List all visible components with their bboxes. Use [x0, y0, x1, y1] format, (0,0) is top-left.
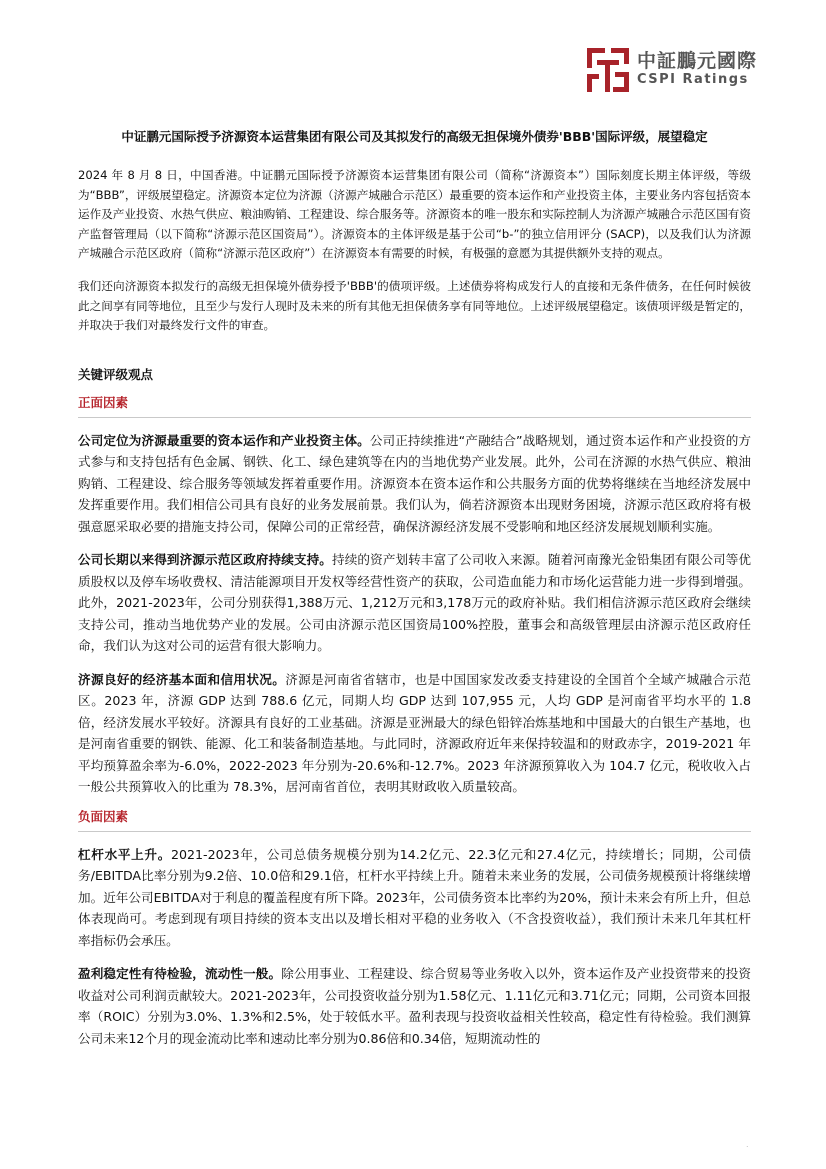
logo-text-english: CSPI Ratings	[637, 72, 749, 87]
intro-paragraph: 我们还向济源资本拟发行的高级无担保境外债券授予'BBB'的债项评级。上述债券将构成发行人的直接和无条件债务，在任何时候彼此之间享有同等地位，且至少与发行人现时及未来的所有其他无担保债务享有同等地位。上述评级展望稳定。该债项评级是暂定的，并取决于我们对最终发行文件的审查。	[78, 278, 751, 333]
positive-factor-paragraph	[78, 549, 751, 657]
factor-text: 除公用事业、工程建设、综合贸易等业务收入以外，资本运作及产业投资带来的投资收益对公司利润贡献较大。2021-2023年，公司投资收益分别为1.58亿元、1.11亿元和3.71亿元；同期，公司资本回报率（ROIC）分别为3.0%、1.3%和2.5%，处于较低水平。盈利表现与投资收益相关性较高，稳定性有待检验。我们测算公司未来12个月的现金流动比率和速动比率分别为0.86倍和0.34倍，短期流动性的	[78, 966, 752, 1046]
logo-text-chinese: 中証鵬元國際	[637, 50, 758, 72]
factor-lead: 公司长期以来得到济源示范区政府持续支持。	[78, 552, 333, 568]
negative-factor-paragraph	[78, 844, 751, 952]
cspi-logo-icon	[585, 46, 631, 94]
factor-lead: 济源良好的经济基本面和信用状况。	[78, 671, 286, 687]
factor-text: 公司正持续推进“产融结合”战略规划，通过资本运作和产业投资的方式参与和支持包括有色金属、钢铁、化工、绿色建筑等在内的当地优势产业发展。此外，公司在济源的水热气供应、粮油购销、工程建设、综合服务等领域发挥着重要作用。济源资本在资本运作和公共服务方面的优势将继续在当地经济发展中发挥重要作用。我们相信公司具有良好的业务发展前景。我们认为，倘若济源资本出现财务困境，济源示范区政府将有极强意愿采取必要的措施支持公司，保障公司的正常经营，确保济源经济发展不受影响和地区经济发展规划顺利实施。	[78, 432, 751, 534]
negative-factor-paragraph	[78, 963, 751, 1049]
factor-text: 2021-2023年，公司总债务规模分别为14.2亿元、22.3亿元和27.4亿元，持续增长；同期，公司债务/EBITDA比率分别为9.2倍、10.0倍和29.1倍，杠杆水平持续上升。随着未来业务的发展，公司债务规模预计将继续增加。近年公司EBITDA对于利息的覆盖程度有所下降。2023年，公司债务资本比率约为20%，预计未来会有所上升，但总体表现尚可。考虑到现有项目持续的资本支出以及增长相对平稳的业务收入（不含投资收益），我们预计未来几年其杠杆率指标仍会承压。	[78, 846, 751, 948]
positive-factor-paragraph	[78, 669, 751, 798]
factor-text: 持续的资产划转丰富了公司收入来源。随着河南豫光金铅集团有限公司等优质股权以及停车场收费权、清洁能源项目开发权等经营性资产的获取，公司造血能力和市场化运营能力进一步得到增强。此外，2021-2023年，公司分别获得1,388万元、1,212万元和3,178万元的政府补贴。我们相信济源示范区政府会继续支持公司，推动当地优势产业的发展。公司由济源示范区国资局100%控股，董事会和高级管理层由济源示范区政府任命，我们认为这对公司的运营有很大影响力。	[78, 552, 752, 654]
factor-lead: 公司定位为济源最重要的资本运作和产业投资主体。	[78, 432, 370, 448]
factor-lead: 盈利稳定性有待检验，流动性一般。	[78, 966, 282, 982]
intro-paragraph: 2024 年 8 月 8 日，中国香港。中证鹏元国际授予济源资本运营集团有限公司（简称“济源资本”）国际刻度长期主体评级，等级为“BBB”，评级展望稳定。济源资本定位为济源（济源产城融合示范区）最重要的资本运作和产业投资主体，主要业务内容包括资本运作及产业投资、水热气供应、粮油购销、工程建设、综合服务等。济源资本的唯一股东和实际控制人为济源产城融合示范区国有资产监督管理局（以下简称“济源示范区国资局”）。济源资本的主体评级是基于公司“b-”的独立信用评分 (SACP)，以及我们认为济源产城融合示范区政府（简称“济源示范区政府”）在济源资本有需要的时候，有极强的意愿为其提供额外支持的观点。	[78, 168, 751, 261]
key-views-heading: 关键评级观点	[78, 366, 154, 382]
factor-lead: 杠杆水平上升。	[78, 846, 171, 862]
company-logo	[585, 40, 765, 100]
positive-factors-heading: 正面因素	[78, 394, 751, 418]
page-marker: .	[746, 1140, 749, 1149]
negative-factors-heading: 负面因素	[78, 808, 751, 832]
positive-factor-paragraph	[78, 430, 751, 538]
document-title: 中证鹏元国际授予济源资本运营集团有限公司及其拟发行的高级无担保境外债券'BBB'国际评级，展望稳定	[121, 129, 708, 144]
factor-text: 济源是河南省省辖市，也是中国国家发改委支持建设的全国首个全域产城融合示范区。2023 年，济源 GDP 达到 788.6 亿元，同期人均 GDP 达到 107,955 元，人均 GDP 是河南省平均水平的 1.8 倍，经济发展水平较好。济源具有良好的工业基础。济源是亚洲最大的绿色铅锌冶炼基地和中国最大的白银生产基地，也是河南省重要的钢铁、能源、化工和装备制造基地。与此同时，济源政府近年来保持较温和的财政赤字，2019-2021 年平均预算盈余率为-6.0%，2022-2023 年分别为-20.6%和-12.7%。2023 年济源预算收入为 104.7 亿元，税收收入占一般公共预算收入的比重为 78.3%，居河南省首位，表明其财政收入质量较高。	[78, 671, 752, 795]
document-body	[78, 128, 751, 1049]
